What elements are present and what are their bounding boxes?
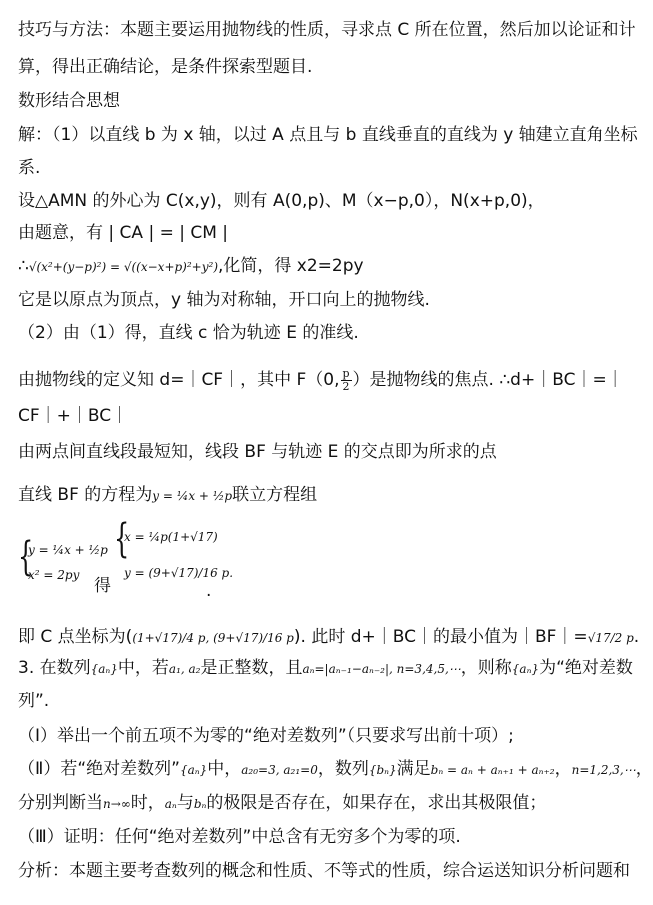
text-fragment: 3. 在数列 [18,658,91,678]
text-line: 它是以原点为顶点，y 轴为对称轴，开口向上的抛物线. [18,290,430,310]
text-line: 由两点间直线段最短知，线段 BF 与轨迹 E 的交点即为所求的点 [18,442,497,462]
text-line: 解：（1）以直线 b 为 x 轴，以过 A 点且与 b 直线垂直的直线为 y 轴建立直角坐标 [18,125,638,145]
text-fragment: 分别判断当 [18,793,103,813]
fraction-denominator: 2 [342,379,350,393]
math-fraction [341,368,352,393]
math-formula: {aₙ} [90,662,118,676]
text-fragment: 时， [130,793,165,813]
text-fragment: ,化简，得 x2=2py [218,256,364,276]
text-line [18,657,634,680]
text-line: （2）由（1）得，直线 c 恰为轨迹 E 的准线. [18,323,359,343]
text-fragment: ，则称 [460,658,512,678]
text-fragment: 中， [207,759,242,779]
text-fragment: （Ⅱ）若“绝对差数列” [18,759,180,779]
text-line: （Ⅲ）证明：任何“绝对差数列”中总含有无穷多个为零的项. [18,827,461,847]
math-formula: √(x²+(y−p)²) = √((x−x+p)²+y²) [28,260,218,274]
math-formula: √17/2 p [587,631,634,645]
text-line: 列”. [18,691,50,711]
text-line [18,484,634,507]
text-fragment: 由抛物线的定义知 d=｜CF｜，其中 F（0, [18,370,340,390]
text-fragment: 中，若 [117,658,169,678]
equation-row: y = ¼x + ½p [28,543,108,557]
text-fragment: 直线 BF 的方程为 [18,485,153,505]
text-line [18,625,640,650]
left-brace: { [18,534,34,580]
math-formula: n→∞ [103,797,131,811]
math-formula: n=1,2,3,⋯ [571,763,636,777]
text-line: 设△AMN 的外心为 C(x,y)，则有 A(0,p)、M（x−p,0），N(x+p,0)， [18,191,545,211]
math-formula: {bₙ} [368,763,397,777]
text-fragment: 即 C 点坐标为( [18,627,133,647]
text-fragment: 的极限是否存在，如果存在，求出其极限值； [206,793,547,813]
text-line: （Ⅰ）举出一个前五项不为零的“绝对差数列”（只要求写出前十项）; [18,726,514,746]
text-line [18,367,634,393]
math-formula: y = ¼x + ½p [152,489,233,503]
text-line: 系. [18,158,41,178]
text-line [18,792,634,815]
text-line [18,255,634,278]
equation-row: x² = 2py [28,568,80,582]
text-fragment: 满足 [396,759,431,779]
text-line: 分析：本题主要考查数列的概念和性质、不等式的性质，综合运送知识分析问题和 [18,861,630,881]
text-line: 数形结合思想 [18,91,120,111]
math-formula: {aₙ} [179,763,208,777]
text-line: 算，得出正确结论，是条件探索型题目. [18,57,313,77]
text-fragment: ， [635,759,653,779]
text-line: CF｜+｜BC｜ [18,406,129,426]
text-fragment: ）是抛物线的焦点. ∴d+｜BC｜=｜ [352,370,624,390]
text-fragment: ). 此时 d+｜BC｜的最小值为｜BF｜= [293,627,588,647]
left-brace: { [114,516,130,562]
math-formula: bₙ = aₙ + aₙ₊₁ + aₙ₊₂ [430,763,555,777]
equation-row: y = (9+√17)/16 p. [124,566,234,580]
text-line: 技巧与方法：本题主要运用抛物线的性质，寻求点 C 所在位置，然后加以论证和计 [18,20,636,40]
math-formula: a₂₀=3, a₂₁=0 [241,763,318,777]
math-formula: a₁, a₂ [168,662,201,676]
math-formula: (1+√17)/4 p, (9+√17)/16 p [132,631,294,645]
text-line: 由题意，有 | CA | = | CM | [18,223,229,243]
text-fragment: 是正整数，且 [200,658,303,678]
equation-row: x = ¼p(1+√17) [124,530,218,544]
therefore-symbol: ∴ [18,256,29,276]
math-formula: aₙ [164,797,177,811]
math-formula: {aₙ} [511,662,540,676]
text-fragment: . [633,627,640,647]
math-formula: aₙ=|aₙ₋₁−aₙ₋₂|, n=3,4,5,⋯ [302,662,461,676]
text-fragment: 与 [176,793,194,813]
text-fragment: 得 [94,576,111,596]
fraction-numerator: p [342,366,350,380]
text-fragment: 为“绝对差数 [539,658,633,678]
text-line [18,758,653,781]
text-fragment: ， [554,759,572,779]
text-fragment: . [206,581,212,601]
text-fragment: ，数列 [317,759,369,779]
text-fragment: 联立方程组 [232,485,318,505]
math-formula: bₙ [193,797,207,811]
